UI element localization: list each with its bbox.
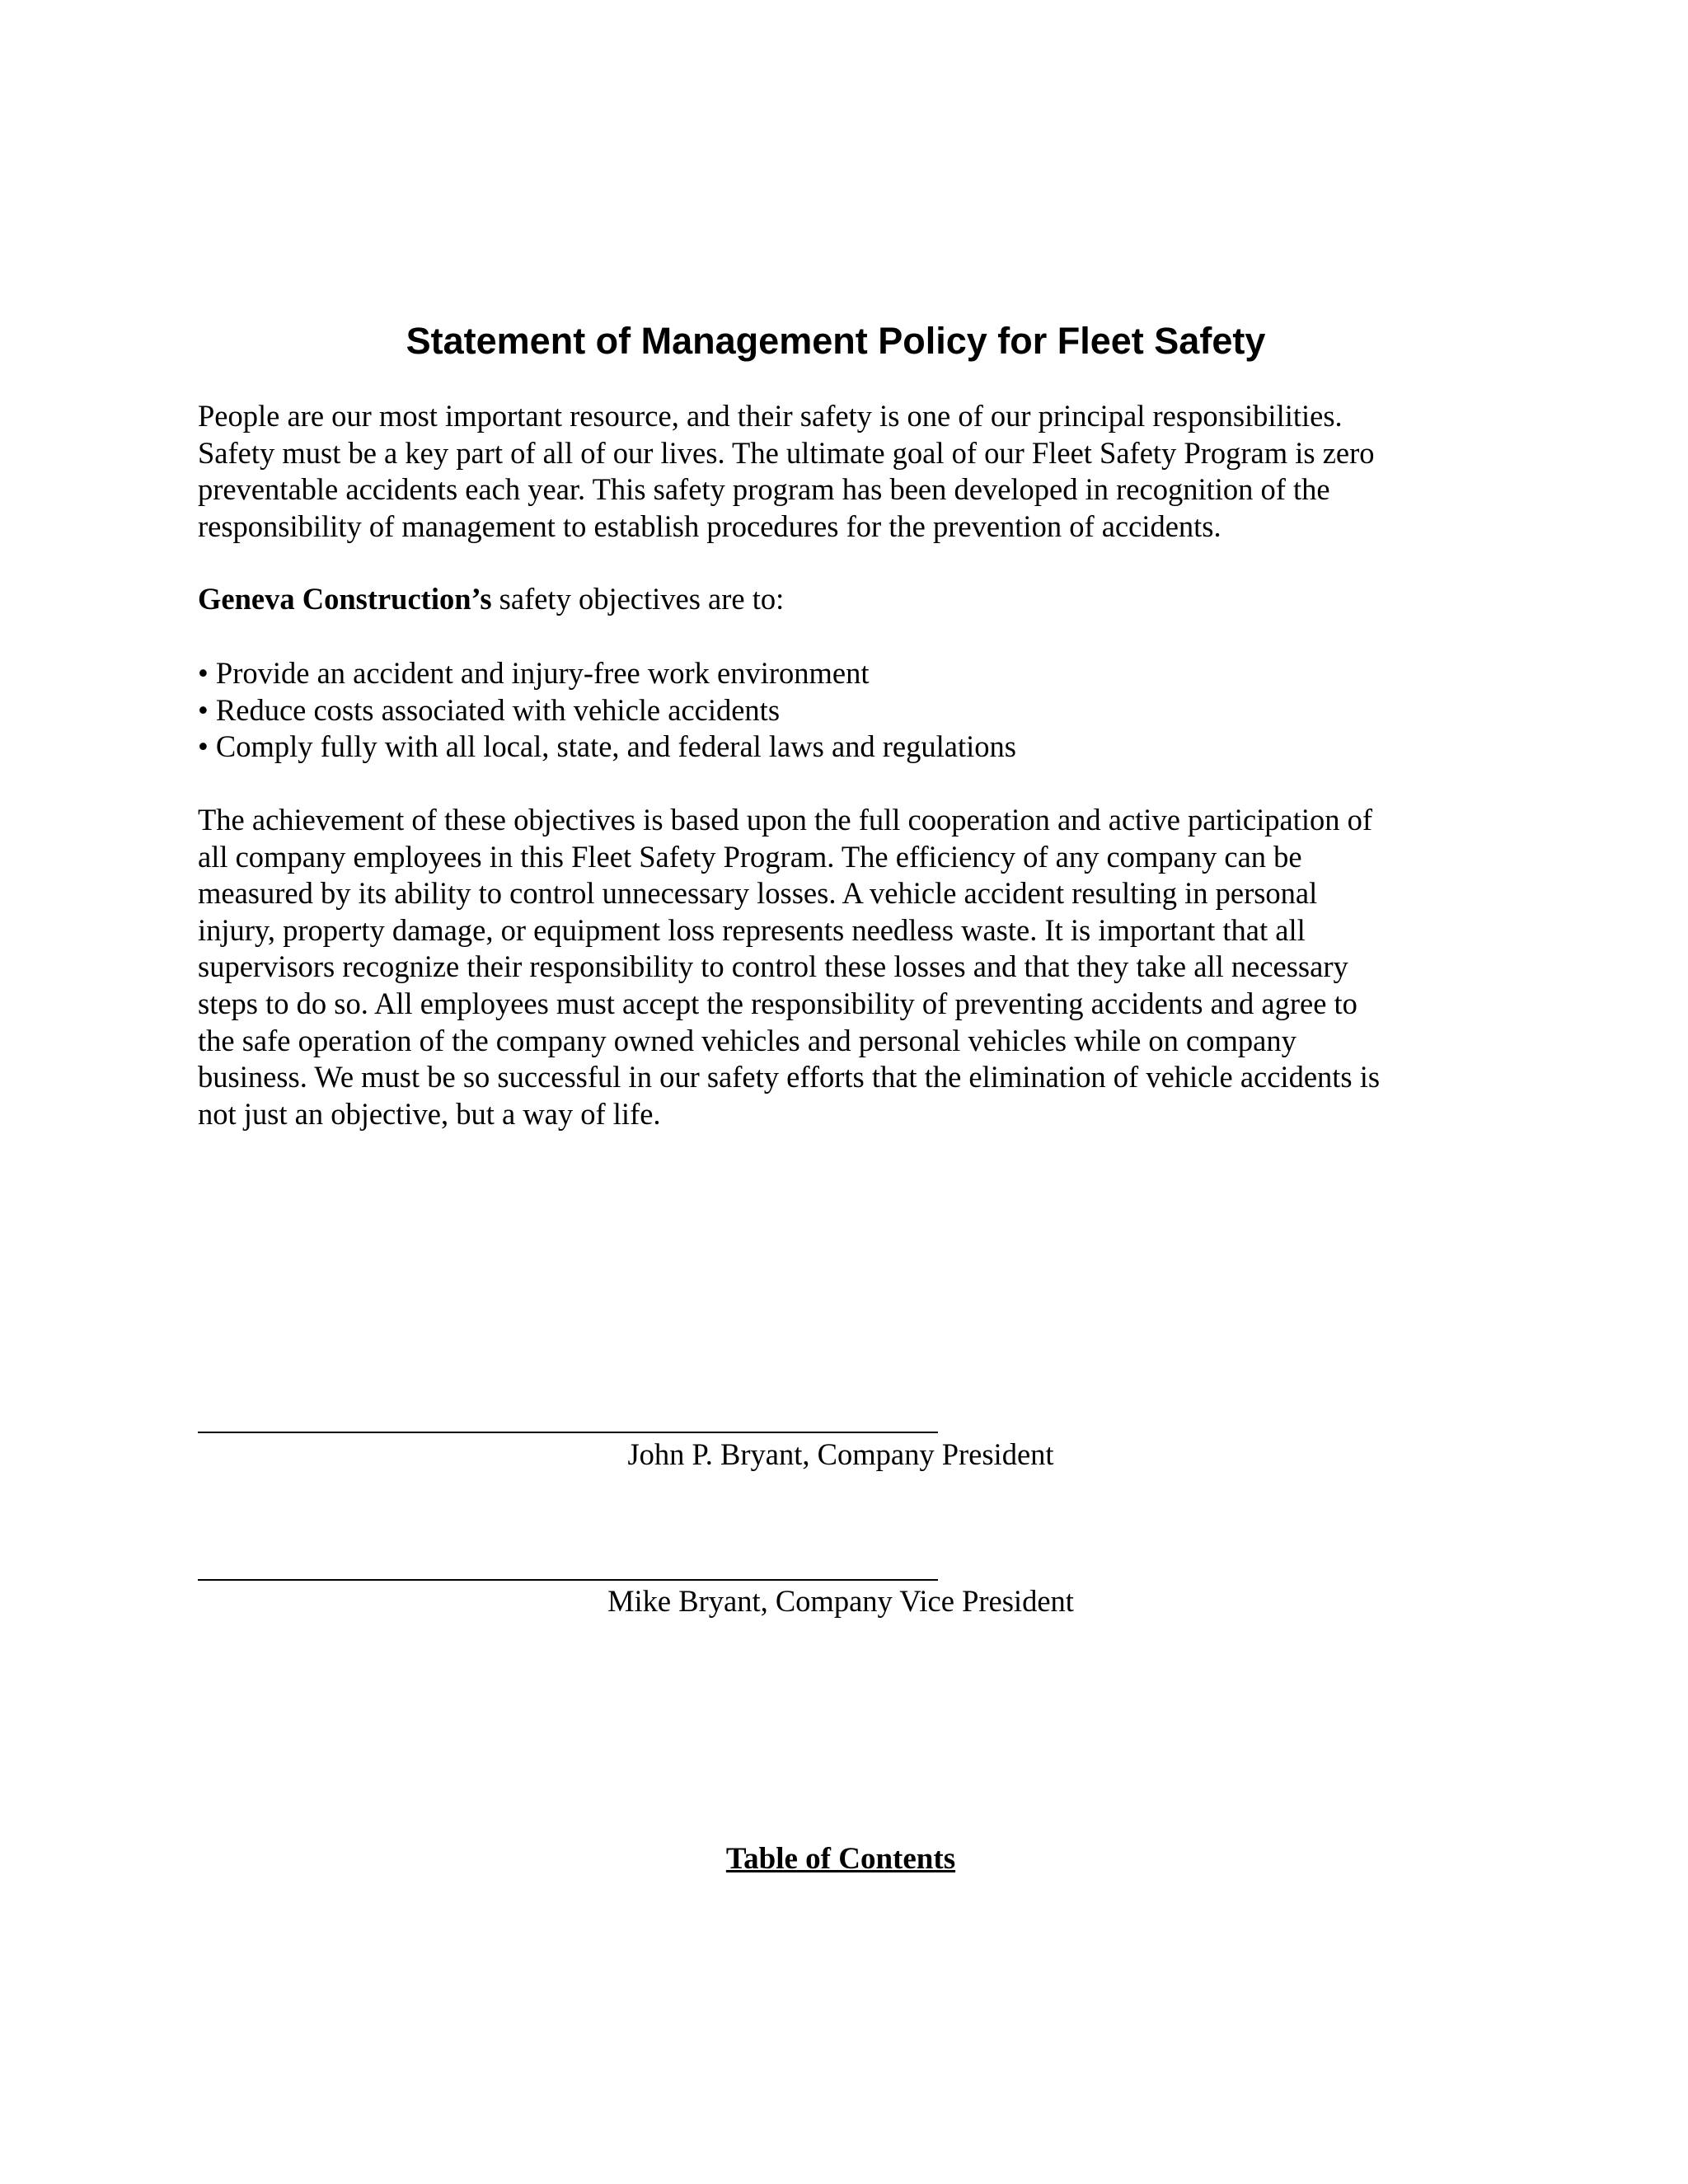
- signature-line-vice-president: [198, 1579, 938, 1581]
- intro-line: Safety must be a key part of all of our lives. The ultimate goal of our Fleet Safety Program is zero: [198, 435, 1375, 470]
- page-title: Statement of Management Policy for Fleet Safety: [406, 320, 1266, 362]
- achievement-line: The achievement of these objectives is based upon the full cooperation and active participation of: [198, 803, 1373, 837]
- achievement-line: all company employees in this Fleet Safety Program. The efficiency of any company can be: [198, 839, 1302, 874]
- objective-item: • Provide an accident and injury-free work environment: [198, 656, 870, 690]
- intro-line: preventable accidents each year. This safety program has been developed in recognition of the: [198, 472, 1330, 507]
- objectives-intro-text: safety objectives are to:: [491, 582, 785, 616]
- achievement-line: steps to do so. All employees must accept the responsibility of preventing accidents and agree to: [198, 986, 1357, 1020]
- company-name: Geneva Construction’s: [198, 582, 492, 616]
- achievement-paragraph: [198, 802, 1533, 1132]
- signature-name-vice-president: Mike Bryant, Company Vice President: [607, 1584, 1074, 1618]
- achievement-line: supervisors recognize their responsibility to control these losses and that they take all necessary: [198, 949, 1348, 984]
- signature-line-president: [198, 1432, 938, 1433]
- objectives-intro: [198, 581, 1533, 618]
- objective-item: • Reduce costs associated with vehicle accidents: [198, 692, 781, 727]
- intro-line: People are our most important resource, and their safety is one of our principal responsibilities.: [198, 399, 1343, 433]
- achievement-line: measured by its ability to control unnecessary losses. A vehicle accident resulting in personal: [198, 876, 1318, 911]
- achievement-line: the safe operation of the company owned vehicles and personal vehicles while on company: [198, 1023, 1296, 1057]
- achievement-line: not just an objective, but a way of life.: [198, 1096, 661, 1131]
- intro-paragraph: [198, 398, 1533, 545]
- achievement-line: business. We must be so successful in our safety efforts that the elimination of vehicle accidents is: [198, 1060, 1381, 1094]
- objectives-list: [198, 655, 1533, 766]
- intro-line: responsibility of management to establish procedures for the prevention of accidents.: [198, 509, 1221, 543]
- table-of-contents-heading: Table of Contents: [725, 1842, 956, 1876]
- signature-name-president: John P. Bryant, Company President: [627, 1437, 1054, 1471]
- objective-item: • Comply fully with all local, state, and federal laws and regulations: [198, 729, 1016, 764]
- achievement-line: injury, property damage, or equipment loss represents needless waste. It is important that all: [198, 912, 1306, 947]
